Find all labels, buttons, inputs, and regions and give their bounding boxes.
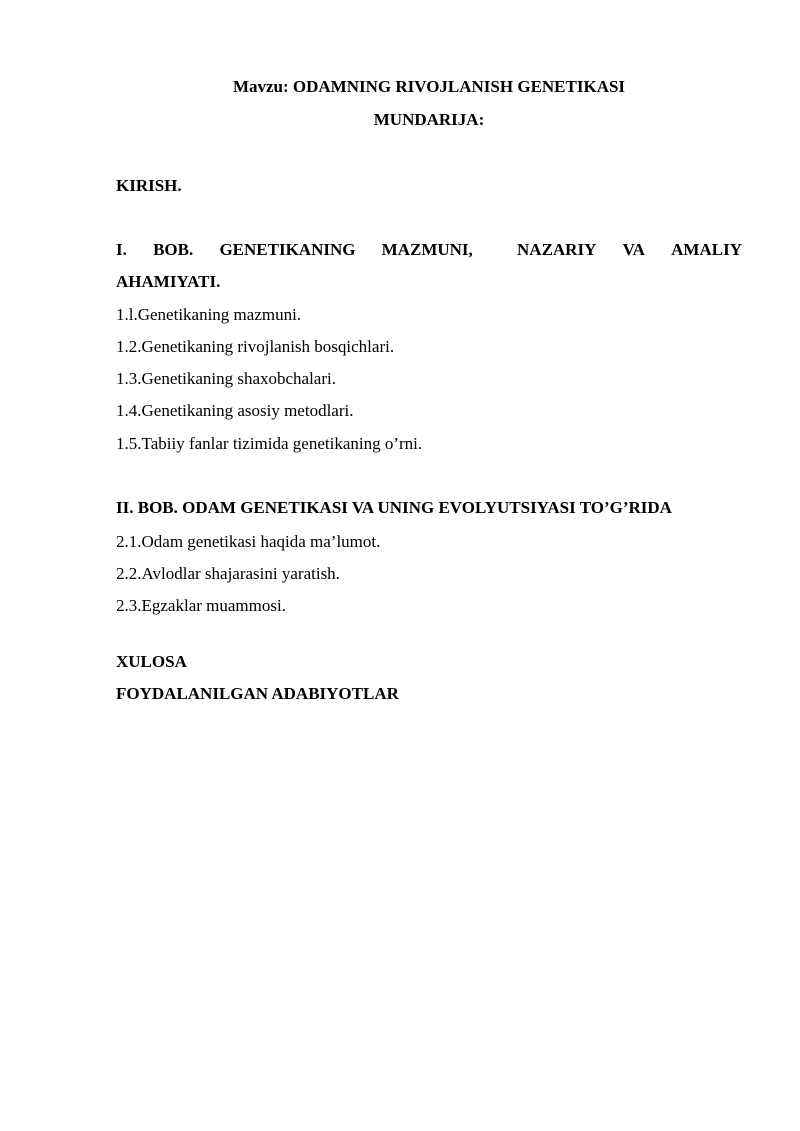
toc-item-1-2: 1.2.Genetikaning rivojlanish bosqichlari.	[116, 337, 395, 356]
toc-item-1-4: 1.4.Genetikaning asosiy metodlari.	[116, 401, 354, 420]
chapter-1-heading-word: I.	[116, 240, 127, 259]
toc-item-1-1: 1.l.Genetikaning mazmuni.	[116, 305, 302, 324]
toc-item-2-2: 2.2.Avlodlar shajarasini yaratish.	[116, 564, 340, 583]
chapter-1-heading-word: GENETIKANING	[219, 240, 356, 259]
toc-item-1-5: 1.5.Tabiiy fanlar tizimida genetikaning o’rni.	[116, 434, 423, 453]
intro-entry: KIRISH.	[116, 176, 182, 195]
toc-item-2-1: 2.1.Odam genetikasi haqida ma’lumot.	[116, 532, 381, 551]
chapter-1-heading-word: NAZARIY	[517, 240, 597, 259]
chapter-1-heading-continuation: AHAMIYATI.	[116, 272, 221, 291]
conclusion-entry: XULOSA	[116, 652, 187, 671]
toc-item-1-3: 1.3.Genetikaning shaxobchalari.	[116, 369, 336, 388]
document-title: Mavzu: ODAMNING RIVOJLANISH GENETIKASI	[232, 77, 626, 96]
references-entry: FOYDALANILGAN ADABIYOTLAR	[116, 684, 399, 703]
chapter-1-heading-word: AMALIY	[671, 240, 742, 259]
toc-heading: MUNDARIJA:	[373, 110, 485, 129]
chapter-1-heading-word: VA	[622, 240, 645, 259]
toc-item-2-3: 2.3.Egzaklar muammosi.	[116, 596, 286, 615]
chapter-2-heading: II. BOB. ODAM GENETIKASI VA UNING EVOLYUTSIYASI TO’G’RIDA	[116, 498, 672, 517]
chapter-1-heading-word: BOB.	[153, 240, 194, 259]
chapter-1-heading-word: MAZMUNI,	[381, 240, 473, 259]
chapter-1-heading	[116, 240, 742, 260]
